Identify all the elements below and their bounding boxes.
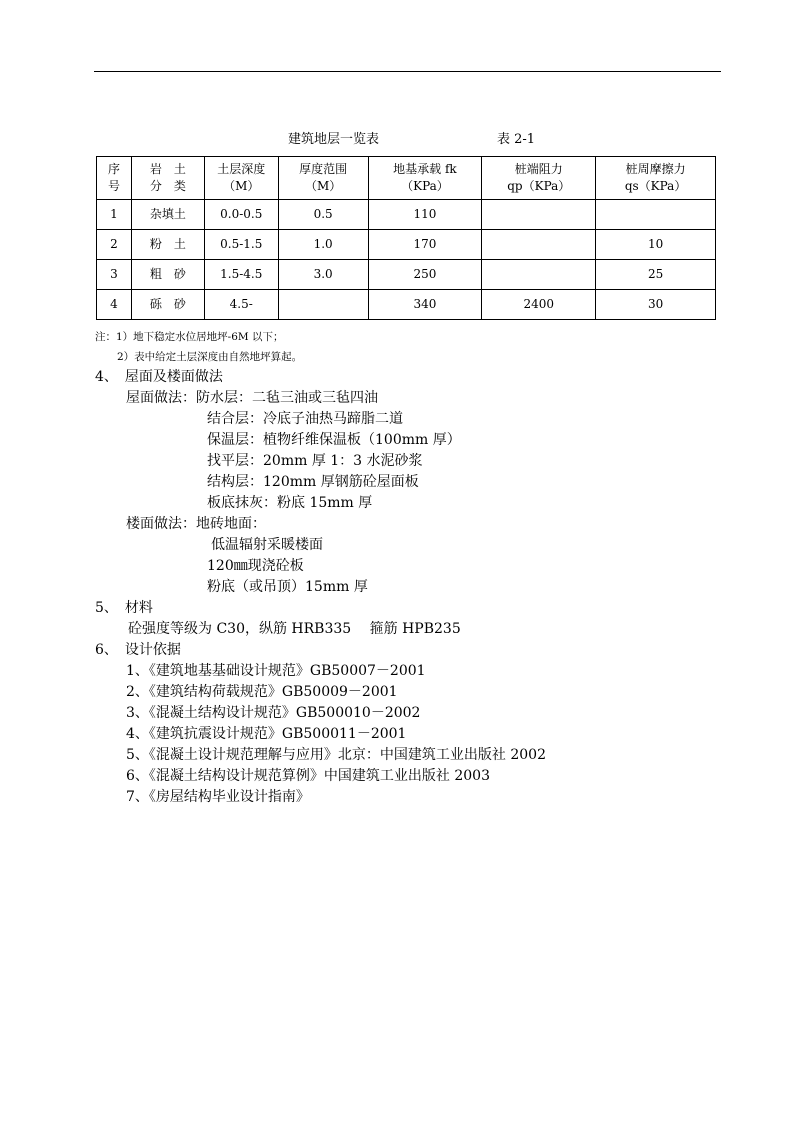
note-1: 注：1）地下稳定水位居地坪-6M 以下； [95,331,284,343]
table-header-row [97,157,716,200]
cell: 砾 砂 [131,290,204,320]
cell: 25 [596,260,716,290]
cell: 1.5-4.5 [204,260,278,290]
header-soil-type: 岩 土 分 类 [131,157,204,200]
table-row [97,200,716,230]
cell [482,200,596,230]
reference-item: 1、《建筑地基基础设计规范》GB50007－2001 [126,663,426,679]
header-no: 序 号 [97,157,132,200]
section-6-heading: 6、 设计依据 [95,642,181,658]
cell: 170 [368,230,482,260]
floor-method-label: 楼面做法：地砖地面： [126,516,266,532]
floor-item: 粉底（或吊顶）15mm 厚 [207,579,368,595]
cell: 0.5-1.5 [204,230,278,260]
cell: 1.0 [278,230,368,260]
cell [482,260,596,290]
reference-item: 4、《建筑抗震设计规范》GB500011－2001 [126,726,407,742]
cell [482,230,596,260]
cell: 110 [368,200,482,230]
roof-item: 结构层：120mm 厚钢筋砼屋面板 [207,474,419,490]
roof-item: 板底抹灰：粉底 15mm 厚 [207,495,373,511]
reference-item: 3、《混凝土结构设计规范》GB500010－2002 [126,705,421,721]
cell: 杂填土 [131,200,204,230]
header-depth: 土层深度 （M） [204,157,278,200]
roof-item: 结合层：冷底子油热马蹄脂二道 [207,411,403,427]
header-side-friction: 桩周摩擦力 qs（KPa） [596,157,716,200]
cell [596,200,716,230]
header-bearing: 地基承载 fk （KPa） [368,157,482,200]
cell: 粉 土 [131,230,204,260]
floor-item: 120㎜现浇砼板 [207,558,304,574]
section-5-heading: 5、 材料 [95,600,153,616]
cell: 4 [97,290,132,320]
cell [278,290,368,320]
cell: 30 [596,290,716,320]
note-2: 2）表中给定土层深度由自然地坪算起。 [117,351,303,363]
floor-item: 低温辐射采暖楼面 [211,537,323,553]
reference-item: 5、《混凝土设计规范理解与应用》北京：中国建筑工业出版社 2002 [126,747,546,763]
table-row [97,290,716,320]
cell: 4.5- [204,290,278,320]
header-thickness: 厚度范围 （M） [278,157,368,200]
cell: 340 [368,290,482,320]
cell: 粗 砂 [131,260,204,290]
reference-item: 7、《房屋结构毕业设计指南》 [126,789,310,805]
cell: 2400 [482,290,596,320]
header-end-resistance: 桩端阻力 qp（KPa） [482,157,596,200]
materials-text: 砼强度等级为 C30，纵筋 HRB335 箍筋 HPB235 [128,621,461,637]
cell: 0.0-0.5 [204,200,278,230]
table-notes [95,327,302,367]
strata-table [96,156,716,320]
cell: 1 [97,200,132,230]
cell: 2 [97,230,132,260]
cell: 10 [596,230,716,260]
cell: 0.5 [278,200,368,230]
table-title: 建筑地层一览表 [288,132,380,147]
section-4-heading: 4、 屋面及楼面做法 [95,369,223,385]
table-row [97,260,716,290]
cell: 250 [368,260,482,290]
table-row [97,230,716,260]
cell: 3.0 [278,260,368,290]
roof-item: 找平层：20mm 厚 1：3 水泥砂浆 [207,453,423,469]
reference-item: 6、《混凝土结构设计规范算例》中国建筑工业出版社 2003 [126,768,490,784]
header-rule [94,71,721,72]
cell: 3 [97,260,132,290]
table-number: 表 2-1 [497,132,536,147]
roof-method-label: 屋面做法：防水层：二毡三油或三毡四油 [126,390,378,406]
reference-item: 2、《建筑结构荷载规范》GB50009－2001 [126,684,398,700]
roof-item: 保温层：植物纤维保温板（100mm 厚） [207,432,461,448]
